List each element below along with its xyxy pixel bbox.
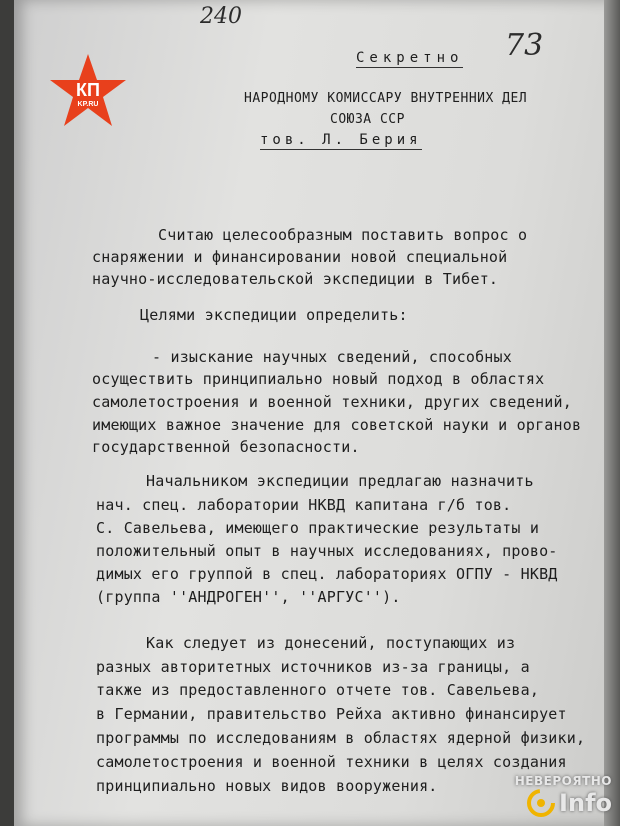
body-line: самолетостроения и военной техники в целях создания [96,753,567,771]
body-line: осуществить принципиально новый подход в областях [92,370,545,388]
body-line: снаряжении и финансировании новой специальной [92,248,508,266]
body-line: С. Савельева, имеющего практические результаты и [96,519,540,537]
body-line: принципиально новых видов вооружения. [96,777,438,795]
body-line: также из предоставленного отчете тов. Савельева, [96,681,540,699]
body-line: (группа ''АНДРОГЕН'', ''АРГУС''). [96,588,401,606]
addressee-line-2: СОЮЗА ССР [330,112,405,127]
body-line: Считаю целесообразным поставить вопрос о [158,226,528,244]
body-line: разных авторитетных источников из-за границы, а [96,658,530,676]
body-line: Целями экспедиции определить: [140,306,408,324]
watermark-info-text: Info [559,789,612,817]
handwritten-page-number: 240 [200,4,242,29]
page-edge [604,0,620,826]
kp-logo-text: КП [76,80,100,100]
body-line: - изыскание научных сведений, способных [152,348,512,366]
body-line: нач. спец. лаборатории НКВД капитана г/б тов. [96,496,512,514]
body-line: димых его группой в спец. лабораториях ОГПУ - НКВД [96,565,558,583]
secret-stamp: Секретно [356,50,464,66]
body-line: Как следует из донесений, поступающих из [146,634,516,652]
handwritten-sheet-number: 73 [505,28,544,63]
watermark-swirl-icon [526,788,556,818]
body-line: имеющих важное значение для советской науки и органов [92,416,582,434]
body-line: программы по исследованиям в областях ядерной физики, [96,729,586,747]
body-line: государственной безопасности. [92,438,360,456]
kp-logo [48,52,128,132]
addressee-name: тов. Л. Берия [260,132,422,148]
body-line: Начальником экспедиции предлагаю назначить [146,472,534,490]
watermark-top-text: НЕВЕРОЯТНО [514,774,612,788]
body-line: научно-исследовательской экспедиции в Тибет. [92,270,499,288]
kp-logo-subtext: KP.RU [77,101,99,108]
body-line: положительный опыт в научных исследованиях, прово- [96,542,558,560]
site-watermark [515,774,612,818]
body-line: самолетостроения и военной техники, других сведений, [92,393,572,411]
addressee-line-1: НАРОДНОМУ КОМИССАРУ ВНУТРЕННИХ ДЕЛ [244,91,528,106]
body-line: в Германии, правительство Рейха активно финансирует [96,705,567,723]
